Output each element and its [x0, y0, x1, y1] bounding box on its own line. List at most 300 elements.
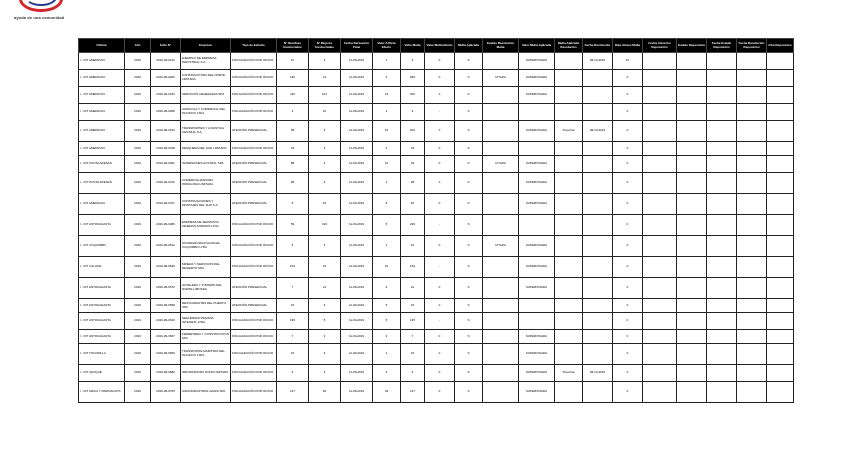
table-cell: 3: [309, 330, 341, 344]
table-cell: I - DIT ANTOFAGASTA: [79, 299, 125, 313]
table-cell: [643, 142, 677, 156]
table-cell: 2019-09-0391: [151, 156, 181, 173]
table-cell: 2: [401, 53, 425, 70]
table-cell: [767, 236, 794, 257]
table-cell: S: [455, 142, 483, 156]
table-cell: 11-09-2019: [341, 121, 373, 142]
data-table: [78, 38, 794, 403]
table-cell: 11-09-2019: [341, 257, 373, 278]
table-cell: 15: [277, 344, 309, 365]
table-cell: [677, 215, 707, 236]
table-cell: FISCALIZACIÓN POR OFICIO: [231, 382, 277, 403]
table-cell: 0: [613, 104, 643, 121]
table-cell: INVERSIONES AUSTRAL SPA: [181, 156, 231, 173]
table-cell: [643, 330, 677, 344]
table-cell: [737, 299, 767, 313]
table-cell: 2019: [125, 142, 151, 156]
table-cell: [707, 313, 737, 330]
table-cell: 0: [613, 121, 643, 142]
table-cell: [555, 382, 583, 403]
table-cell: [643, 104, 677, 121]
table-cell: [583, 173, 613, 194]
table-cell: 28: [401, 173, 425, 194]
table-cell: FISCALIZACIÓN POR OFICIO: [231, 53, 277, 70]
table-cell: [483, 365, 519, 382]
tagline: ayuda de una comunidad: [14, 15, 65, 20]
table-cell: 4: [373, 365, 401, 382]
column-header: Otra Reposición: [767, 39, 794, 53]
table-cell: 12: [309, 278, 341, 299]
table-cell: [767, 87, 794, 104]
table-cell: [519, 142, 555, 156]
column-header: Tipo de Estudio: [231, 39, 277, 53]
table-row: [79, 87, 794, 104]
table-cell: [767, 313, 794, 330]
table-cell: [483, 104, 519, 121]
table-cell: 11-09-2019: [341, 87, 373, 104]
table-cell: 2019: [125, 382, 151, 403]
table-cell: 5: [373, 299, 401, 313]
table-cell: 2019-09-0545: [151, 257, 181, 278]
table-cell: 7: [277, 278, 309, 299]
table-cell: 0: [425, 194, 455, 215]
table-cell: [555, 313, 583, 330]
table-cell: 0: [613, 299, 643, 313]
table-cell: ATENCIÓN PRESENCIAL: [231, 299, 277, 313]
table-cell: -: [425, 215, 455, 236]
table-cell: 2019-09-0703: [151, 382, 181, 403]
table-cell: 2019: [125, 344, 151, 365]
table-cell: 3: [309, 121, 341, 142]
table-cell: [767, 344, 794, 365]
table-cell: [483, 299, 519, 313]
table-cell: [677, 257, 707, 278]
table-cell: TRANSPORTES Y LOGISTICA CENTRAL S.A.: [181, 121, 231, 142]
table-cell: [737, 313, 767, 330]
column-header: Fecha Estado Reposición: [707, 39, 737, 53]
table-cell: [643, 121, 677, 142]
table-cell: S: [455, 104, 483, 121]
table-cell: [643, 215, 677, 236]
table-cell: SUPERVISADA: [519, 278, 555, 299]
table-cell: Prescrita: [555, 121, 583, 142]
table-cell: [737, 173, 767, 194]
table-cell: 2019-09-0416: [151, 173, 181, 194]
table-cell: [643, 156, 677, 173]
table-row: [79, 299, 794, 313]
table-cell: 0: [425, 330, 455, 344]
table-cell: FISCALIZACIÓN POR OFICIO: [231, 257, 277, 278]
table-cell: AGROINDUSTRIAL AZAPA SPA: [181, 382, 231, 403]
table-cell: 2019-09-0598: [151, 299, 181, 313]
table-cell: [583, 382, 613, 403]
table-cell: CITADA: [483, 156, 519, 173]
column-header: Estado Reposición: [677, 39, 707, 53]
table-cell: [483, 53, 519, 70]
table-cell: 2019: [125, 104, 151, 121]
table-cell: [767, 70, 794, 87]
table-cell: [707, 142, 737, 156]
table-cell: 11-09-2019: [341, 104, 373, 121]
table-cell: [677, 194, 707, 215]
table-cell: 0: [425, 53, 455, 70]
table-cell: FERRETERIA Y CONSTRUCCION SPA: [181, 330, 231, 344]
table-cell: I - DIT PUNTA ARENAS: [79, 173, 125, 194]
table-cell: ATENCIÓN PRESENCIAL: [231, 194, 277, 215]
table-cell: 9: [401, 104, 425, 121]
table-cell: [737, 382, 767, 403]
table-cell: [643, 344, 677, 365]
table-cell: 10: [373, 156, 401, 173]
table-cell: CONSTRUCTORA DEL NORTE LIMITADA: [181, 70, 231, 87]
column-header: N° Mujeres Involucradas: [309, 39, 341, 53]
table-cell: Prescrita: [555, 365, 583, 382]
table-cell: 2019: [125, 365, 151, 382]
table-cell: [583, 70, 613, 87]
table-cell: 147: [277, 382, 309, 403]
table-cell: 1: [373, 344, 401, 365]
table-cell: [555, 156, 583, 173]
table-cell: 0: [613, 236, 643, 257]
table-cell: ATENCIÓN PRESENCIAL: [231, 173, 277, 194]
table-cell: PESQUERA DEL SUR LIMITADA: [181, 142, 231, 156]
column-header: Fecha Derivación Final: [341, 39, 373, 53]
table-cell: 2019: [125, 330, 151, 344]
table-row: [79, 173, 794, 194]
table-cell: I - DIT AMERICAN: [79, 70, 125, 87]
table-cell: TRANSPORTE MARITIMO DEL PACIFICO LTDA: [181, 344, 231, 365]
table-cell: I - DIT ANTOFAGASTA: [79, 215, 125, 236]
table-cell: 135: [401, 313, 425, 330]
table-cell: [583, 344, 613, 365]
table-cell: SUPERVISADA: [519, 330, 555, 344]
table-cell: AGRICOLA Y COMERCIAL DEL PACIFICO LTDA: [181, 104, 231, 121]
table-cell: 160: [277, 70, 309, 87]
table-cell: [583, 299, 613, 313]
table-row: [79, 257, 794, 278]
table-cell: FISCALIZACIÓN POR OFICIO: [231, 87, 277, 104]
table-cell: SUPERVISADA: [519, 87, 555, 104]
table-cell: 10: [309, 104, 341, 121]
table-cell: [737, 330, 767, 344]
table-row: [79, 344, 794, 365]
table-cell: 5: [373, 215, 401, 236]
table-cell: [643, 236, 677, 257]
table-cell: S: [455, 70, 483, 87]
table-cell: [483, 194, 519, 215]
table-cell: 81: [401, 194, 425, 215]
table-cell: [643, 257, 677, 278]
column-header: Oficina: [79, 39, 125, 53]
table-cell: [767, 104, 794, 121]
table-cell: 5: [309, 313, 341, 330]
table-cell: S: [455, 365, 483, 382]
table-cell: [555, 142, 583, 156]
table-cell: [767, 156, 794, 173]
table-cell: 15: [401, 299, 425, 313]
table-cell: 0: [425, 382, 455, 403]
table-cell: 3: [309, 142, 341, 156]
table-cell: 38: [277, 121, 309, 142]
table-cell: 1: [373, 173, 401, 194]
table-cell: [677, 330, 707, 344]
table-cell: [555, 104, 583, 121]
table-cell: [767, 215, 794, 236]
table-cell: [583, 330, 613, 344]
table-cell: 0: [425, 365, 455, 382]
table-cell: 2019-09-0200: [151, 70, 181, 87]
table-cell: [519, 313, 555, 330]
table-row: [79, 53, 794, 70]
table-cell: [677, 313, 707, 330]
table-cell: 0: [613, 365, 643, 382]
table-cell: 2019-09-0489: [151, 215, 181, 236]
table-cell: [707, 330, 737, 344]
table-cell: [583, 257, 613, 278]
table-cell: 11-09-2019: [341, 142, 373, 156]
table-cell: MINERA Y SERVICIOS DEL DESIERTO SPA: [181, 257, 231, 278]
table-cell: SUPERVISADA: [519, 382, 555, 403]
table-cell: [483, 278, 519, 299]
table-cell: S: [455, 236, 483, 257]
table-cell: [677, 87, 707, 104]
table-cell: [707, 70, 737, 87]
table-cell: 3: [373, 70, 401, 87]
table-cell: [737, 104, 767, 121]
table-cell: [643, 70, 677, 87]
table-cell: IMPORTADORA ZOFRI LIMITADA: [181, 365, 231, 382]
table-cell: 11-09-2019: [341, 344, 373, 365]
table-cell: CONSTRUCCIONES Y MONTAJES DEL SUR S.A.: [181, 194, 231, 215]
table-cell: 11-09-2019: [341, 278, 373, 299]
table-cell: [677, 278, 707, 299]
table-cell: 3: [309, 299, 341, 313]
column-header: Valor Multa Efecto: [425, 39, 455, 53]
table-cell: [737, 142, 767, 156]
table-cell: EMPRESA DE SERVICIOS MINEROS ANDINOS LTDA: [181, 215, 231, 236]
table-cell: 15: [309, 257, 341, 278]
table-cell: [643, 382, 677, 403]
table-cell: [555, 299, 583, 313]
table-cell: 2019: [125, 313, 151, 330]
table-header-row: [79, 39, 794, 53]
table-cell: 24: [373, 87, 401, 104]
table-cell: ATENCIÓN PRESENCIAL: [231, 156, 277, 173]
table-cell: [555, 278, 583, 299]
table-cell: 0: [613, 156, 643, 173]
table-cell: 0: [425, 299, 455, 313]
table-cell: [519, 215, 555, 236]
table-cell: 3: [373, 330, 401, 344]
table-cell: 200: [401, 121, 425, 142]
table-cell: 129: [401, 257, 425, 278]
table-cell: [707, 87, 737, 104]
table-cell: 107: [309, 87, 341, 104]
table-cell: 2019: [125, 173, 151, 194]
table-cell: [737, 236, 767, 257]
table-cell: [519, 299, 555, 313]
table-cell: -: [425, 104, 455, 121]
table-cell: I - DIT ANTOFAGASTA: [79, 278, 125, 299]
table-cell: I - DIT ANTOFAGASTA: [79, 330, 125, 344]
table-cell: [483, 257, 519, 278]
table-cell: [737, 215, 767, 236]
table-cell: 2019: [125, 194, 151, 215]
table-cell: 11-09-2019: [341, 53, 373, 70]
table-cell: 16: [373, 121, 401, 142]
table-cell: [767, 365, 794, 382]
table-cell: 195: [277, 313, 309, 330]
table-cell: [767, 299, 794, 313]
table-cell: [767, 257, 794, 278]
table-cell: [707, 236, 737, 257]
table-cell: 2019: [125, 257, 151, 278]
table-row: [79, 70, 794, 87]
table-cell: [555, 53, 583, 70]
table-cell: 6: [373, 278, 401, 299]
table-cell: S: [455, 215, 483, 236]
column-header: Fecha Resolución: [583, 39, 613, 53]
table-cell: I - DIT PUNTA ARENAS: [79, 156, 125, 173]
table-cell: [707, 215, 737, 236]
table-cell: 0: [613, 313, 643, 330]
table-cell: [737, 53, 767, 70]
table-cell: SUPERVISADA: [519, 257, 555, 278]
table-cell: [555, 173, 583, 194]
table-cell: 147: [401, 382, 425, 403]
table-cell: 2019: [125, 215, 151, 236]
table-cell: 0: [425, 142, 455, 156]
table-cell: [707, 299, 737, 313]
table-cell: SUPERVISADA: [519, 156, 555, 173]
table-cell: [767, 142, 794, 156]
table-cell: [555, 257, 583, 278]
table-cell: 3: [309, 236, 341, 257]
table-cell: FISCALIZACIÓN POR OFICIO: [231, 142, 277, 156]
table-row: [79, 215, 794, 236]
table-cell: 2019-09-0512: [151, 236, 181, 257]
table-cell: [643, 365, 677, 382]
table-cell: FISCALIZACIÓN POR OFICIO: [231, 330, 277, 344]
column-header: Empresa: [181, 39, 231, 53]
table-cell: 3: [309, 173, 341, 194]
table-cell: 0: [425, 70, 455, 87]
table-cell: 0: [425, 278, 455, 299]
table-body: [79, 53, 794, 403]
table-cell: CITADA: [483, 70, 519, 87]
table-cell: [677, 344, 707, 365]
table-cell: [737, 121, 767, 142]
table-cell: FISCALIZACIÓN POR OFICIO: [231, 344, 277, 365]
table-cell: [767, 173, 794, 194]
table-cell: [767, 121, 794, 142]
table-cell: 92: [309, 382, 341, 403]
table-cell: S: [455, 257, 483, 278]
table-cell: 104: [277, 257, 309, 278]
table-cell: S: [455, 173, 483, 194]
table-cell: -: [425, 313, 455, 330]
table-cell: 18: [277, 142, 309, 156]
table-cell: [707, 194, 737, 215]
table-cell: 1: [373, 236, 401, 257]
table-cell: SUPERVISADA: [519, 365, 555, 382]
table-cell: 6: [277, 365, 309, 382]
table-cell: 2019-09-0616: [151, 313, 181, 330]
table-cell: 11-09-2019: [341, 313, 373, 330]
table-cell: 2019: [125, 299, 151, 313]
table-cell: ATENCIÓN PRESENCIAL: [231, 278, 277, 299]
table-cell: 5: [277, 194, 309, 215]
table-cell: [583, 194, 613, 215]
table-cell: [677, 104, 707, 121]
table-cell: [555, 236, 583, 257]
table-cell: 15: [309, 194, 341, 215]
table-cell: 11-09-2019: [341, 215, 373, 236]
table-cell: 0: [613, 278, 643, 299]
table-cell: 650: [401, 70, 425, 87]
table-cell: 2019: [125, 87, 151, 104]
table-cell: I - DIT COQUIMBO: [79, 236, 125, 257]
table-cell: [737, 70, 767, 87]
table-cell: I - DIT TOCOPILLA: [79, 344, 125, 365]
table-row: [79, 121, 794, 142]
table-cell: 7: [277, 330, 309, 344]
table-cell: I - DIT AMERICAN: [79, 87, 125, 104]
table-cell: [737, 87, 767, 104]
table-cell: 14: [309, 70, 341, 87]
column-header: Valor Multa: [401, 39, 425, 53]
table-cell: 5: [277, 236, 309, 257]
table-cell: SUPERVISADA: [519, 53, 555, 70]
table-cell: FISCALIZACIÓN POR OFICIO: [231, 104, 277, 121]
table-cell: [677, 156, 707, 173]
table-cell: SUPERVISADA: [519, 70, 555, 87]
table-cell: 0: [425, 344, 455, 365]
table-cell: 0: [613, 344, 643, 365]
table-cell: [583, 278, 613, 299]
table-cell: 2019-09-0243: [151, 87, 181, 104]
table-cell: FISCALIZACIÓN POR OFICIO: [231, 70, 277, 87]
table-cell: 2019: [125, 121, 151, 142]
table-cell: 2019: [125, 53, 151, 70]
table-cell: 2019: [125, 278, 151, 299]
table-cell: 3: [373, 142, 401, 156]
table-cell: FISCALIZACIÓN POR OFICIO: [231, 236, 277, 257]
table-cell: [767, 194, 794, 215]
table-cell: SOCIEDAD EDUCACIONAL COQUIMBO LTDA: [181, 236, 231, 257]
table-cell: HOTELERA Y TURISMO DEL NORTE LIMITADA: [181, 278, 231, 299]
table-cell: 11-09-2019: [341, 70, 373, 87]
table-cell: 0: [425, 156, 455, 173]
table-cell: [583, 87, 613, 104]
table-cell: FISCALIZACIÓN POR OFICIO: [231, 313, 277, 330]
table-cell: 2019-09-0313: [151, 121, 181, 142]
table-cell: [737, 344, 767, 365]
table-cell: [677, 53, 707, 70]
table-cell: [767, 330, 794, 344]
column-header: N° Nombres Involucrados: [277, 39, 309, 53]
table-cell: 11-09-2019: [341, 236, 373, 257]
table-cell: ATENCIÓN PRESENCIAL: [231, 121, 277, 142]
table-cell: [483, 142, 519, 156]
table-cell: I - DIT AMERICAN: [79, 104, 125, 121]
table-cell: [483, 344, 519, 365]
table-cell: S: [455, 299, 483, 313]
table-cell: 3: [309, 53, 341, 70]
table-cell: 3: [309, 156, 341, 173]
table-cell: [737, 156, 767, 173]
column-header: Fecha Atención Reposición: [643, 39, 677, 53]
